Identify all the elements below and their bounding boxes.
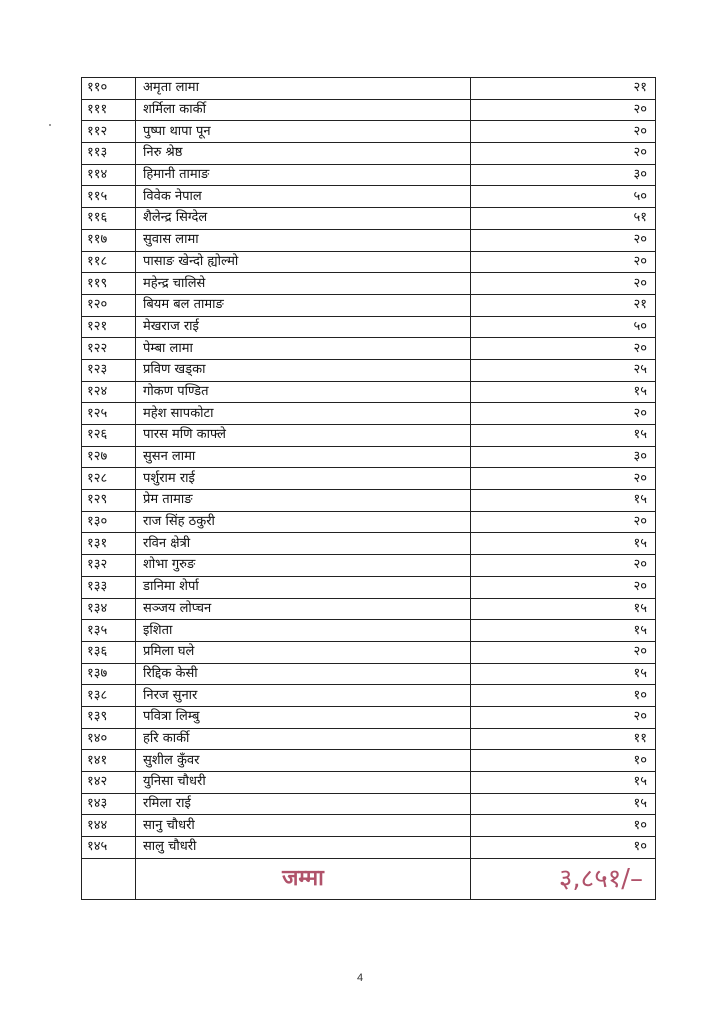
name-cell: रविन क्षेत्री <box>136 533 471 555</box>
serial-number-cell: १४२ <box>82 772 136 794</box>
serial-number-cell: ११५ <box>82 186 136 208</box>
amount-cell: २० <box>471 576 656 598</box>
amount-cell: ३० <box>471 164 656 186</box>
table-row <box>82 750 656 772</box>
table-row <box>82 143 656 165</box>
name-cell: डानिमा शेर्पा <box>136 576 471 598</box>
serial-number-cell: १२२ <box>82 338 136 360</box>
amount-cell: १० <box>471 685 656 707</box>
amount-cell: २१ <box>471 294 656 316</box>
amount-cell: २५ <box>471 359 656 381</box>
table-row <box>82 793 656 815</box>
table-row <box>82 78 656 100</box>
serial-number-cell: १३१ <box>82 533 136 555</box>
serial-number-cell: ११७ <box>82 229 136 251</box>
name-cell: हरि कार्की <box>136 728 471 750</box>
serial-number-cell: १३४ <box>82 598 136 620</box>
total-sn-cell <box>82 858 136 899</box>
name-cell: प्रेम तामाङ <box>136 490 471 512</box>
total-row <box>82 858 656 899</box>
table-row <box>82 338 656 360</box>
name-cell: इशिता <box>136 620 471 642</box>
serial-number-cell: १४४ <box>82 815 136 837</box>
serial-number-cell: १२३ <box>82 359 136 381</box>
amount-cell: ५० <box>471 316 656 338</box>
table-row <box>82 359 656 381</box>
table-row <box>82 620 656 642</box>
serial-number-cell: १२५ <box>82 403 136 425</box>
serial-number-cell: ११८ <box>82 251 136 273</box>
table-row <box>82 772 656 794</box>
amount-cell: १५ <box>471 598 656 620</box>
table-row <box>82 273 656 295</box>
table-row <box>82 576 656 598</box>
table-row <box>82 837 656 859</box>
name-cell: निरु श्रेष्ठ <box>136 143 471 165</box>
page-number: 4 <box>356 972 364 984</box>
name-cell: शैलेन्द्र सिग्देल <box>136 208 471 230</box>
table-body <box>82 78 656 859</box>
table-row <box>82 663 656 685</box>
name-cell: सानु चौधरी <box>136 815 471 837</box>
serial-number-cell: ११६ <box>82 208 136 230</box>
table-row <box>82 425 656 447</box>
serial-number-cell: १२० <box>82 294 136 316</box>
serial-number-cell: १४५ <box>82 837 136 859</box>
name-cell: सुसन लामा <box>136 446 471 468</box>
name-cell: शर्मिला कार्की <box>136 99 471 121</box>
amount-cell: १५ <box>471 620 656 642</box>
serial-number-cell: ११९ <box>82 273 136 295</box>
serial-number-cell: १२४ <box>82 381 136 403</box>
serial-number-cell: १३७ <box>82 663 136 685</box>
amount-cell: २० <box>471 468 656 490</box>
name-cell: बियम बल तामाङ <box>136 294 471 316</box>
serial-number-cell: १३५ <box>82 620 136 642</box>
amount-cell: २० <box>471 511 656 533</box>
amount-cell: २० <box>471 229 656 251</box>
table-row <box>82 706 656 728</box>
serial-number-cell: ११० <box>82 78 136 100</box>
amount-cell: १५ <box>471 425 656 447</box>
scan-speck <box>49 124 51 126</box>
amount-cell: २१ <box>471 78 656 100</box>
serial-number-cell: ११४ <box>82 164 136 186</box>
name-cell: हिमानी तामाङ <box>136 164 471 186</box>
serial-number-cell: १२१ <box>82 316 136 338</box>
table-row <box>82 490 656 512</box>
amount-cell: ५० <box>471 186 656 208</box>
total-label: जम्मा <box>136 858 471 899</box>
amount-cell: १० <box>471 750 656 772</box>
total-amount: ३,८५१/– <box>471 858 656 899</box>
amount-cell: २० <box>471 143 656 165</box>
name-cell: पवित्रा लिम्बु <box>136 706 471 728</box>
table-row <box>82 468 656 490</box>
serial-number-cell: १४३ <box>82 793 136 815</box>
table-row <box>82 728 656 750</box>
amount-cell: २० <box>471 338 656 360</box>
table-row <box>82 251 656 273</box>
table-row <box>82 229 656 251</box>
serial-number-cell: १३२ <box>82 555 136 577</box>
name-cell: पारस मणि काफ्ले <box>136 425 471 447</box>
name-cell: प्रमिला घले <box>136 641 471 663</box>
serial-number-cell: १३८ <box>82 685 136 707</box>
amount-cell: २० <box>471 403 656 425</box>
name-cell: अमृता लामा <box>136 78 471 100</box>
table-row <box>82 121 656 143</box>
amount-cell: २० <box>471 706 656 728</box>
amount-cell: ३० <box>471 446 656 468</box>
serial-number-cell: १३३ <box>82 576 136 598</box>
name-cell: मेखराज राई <box>136 316 471 338</box>
serial-number-cell: १२७ <box>82 446 136 468</box>
name-cell: पेम्बा लामा <box>136 338 471 360</box>
amount-cell: २० <box>471 99 656 121</box>
name-cell: राज सिंह ठकुरी <box>136 511 471 533</box>
amount-cell: २० <box>471 641 656 663</box>
serial-number-cell: १३० <box>82 511 136 533</box>
serial-number-cell: १४१ <box>82 750 136 772</box>
contribution-table <box>81 77 656 900</box>
amount-cell: २० <box>471 555 656 577</box>
table-row <box>82 403 656 425</box>
name-cell: सुशील कुँवर <box>136 750 471 772</box>
serial-number-cell: १३६ <box>82 641 136 663</box>
table-row <box>82 316 656 338</box>
name-cell: सञ्जय लोप्चन <box>136 598 471 620</box>
amount-cell: १५ <box>471 381 656 403</box>
name-cell: निरज सुनार <box>136 685 471 707</box>
table-row <box>82 641 656 663</box>
name-cell: शोभा गुरुङ <box>136 555 471 577</box>
amount-cell: २० <box>471 121 656 143</box>
table-row <box>82 164 656 186</box>
name-cell: सालु चौधरी <box>136 837 471 859</box>
amount-cell: २० <box>471 273 656 295</box>
serial-number-cell: १३९ <box>82 706 136 728</box>
name-cell: महेश सापकोटा <box>136 403 471 425</box>
name-cell: पुष्पा थापा पून <box>136 121 471 143</box>
table-row <box>82 294 656 316</box>
name-cell: पासाङ खेन्दो ह्योल्मो <box>136 251 471 273</box>
name-cell: गोकण पण्डित <box>136 381 471 403</box>
amount-cell: १५ <box>471 533 656 555</box>
name-cell: विवेक नेपाल <box>136 186 471 208</box>
table-row <box>82 815 656 837</box>
name-cell: रमिला राई <box>136 793 471 815</box>
name-cell: युनिसा चौधरी <box>136 772 471 794</box>
serial-number-cell: १२८ <box>82 468 136 490</box>
table-row <box>82 511 656 533</box>
amount-cell: १० <box>471 837 656 859</box>
name-cell: प्रविण खड्का <box>136 359 471 381</box>
name-cell: महेन्द्र चालिसे <box>136 273 471 295</box>
amount-cell: १५ <box>471 793 656 815</box>
table-row <box>82 685 656 707</box>
amount-cell: १० <box>471 815 656 837</box>
table-row <box>82 598 656 620</box>
table-row <box>82 555 656 577</box>
serial-number-cell: १४० <box>82 728 136 750</box>
serial-number-cell: ११२ <box>82 121 136 143</box>
amount-cell: १५ <box>471 663 656 685</box>
serial-number-cell: १२९ <box>82 490 136 512</box>
table-row <box>82 446 656 468</box>
amount-cell: ५१ <box>471 208 656 230</box>
table-row <box>82 381 656 403</box>
name-cell: रिद्दिक केसी <box>136 663 471 685</box>
serial-number-cell: ११३ <box>82 143 136 165</box>
table-row <box>82 533 656 555</box>
amount-cell: १५ <box>471 772 656 794</box>
serial-number-cell: १११ <box>82 99 136 121</box>
amount-cell: २० <box>471 251 656 273</box>
amount-cell: १५ <box>471 490 656 512</box>
table-row <box>82 99 656 121</box>
amount-cell: ११ <box>471 728 656 750</box>
name-cell: सुवास लामा <box>136 229 471 251</box>
name-cell: पर्शुराम राई <box>136 468 471 490</box>
table-row <box>82 208 656 230</box>
table-row <box>82 186 656 208</box>
serial-number-cell: १२६ <box>82 425 136 447</box>
